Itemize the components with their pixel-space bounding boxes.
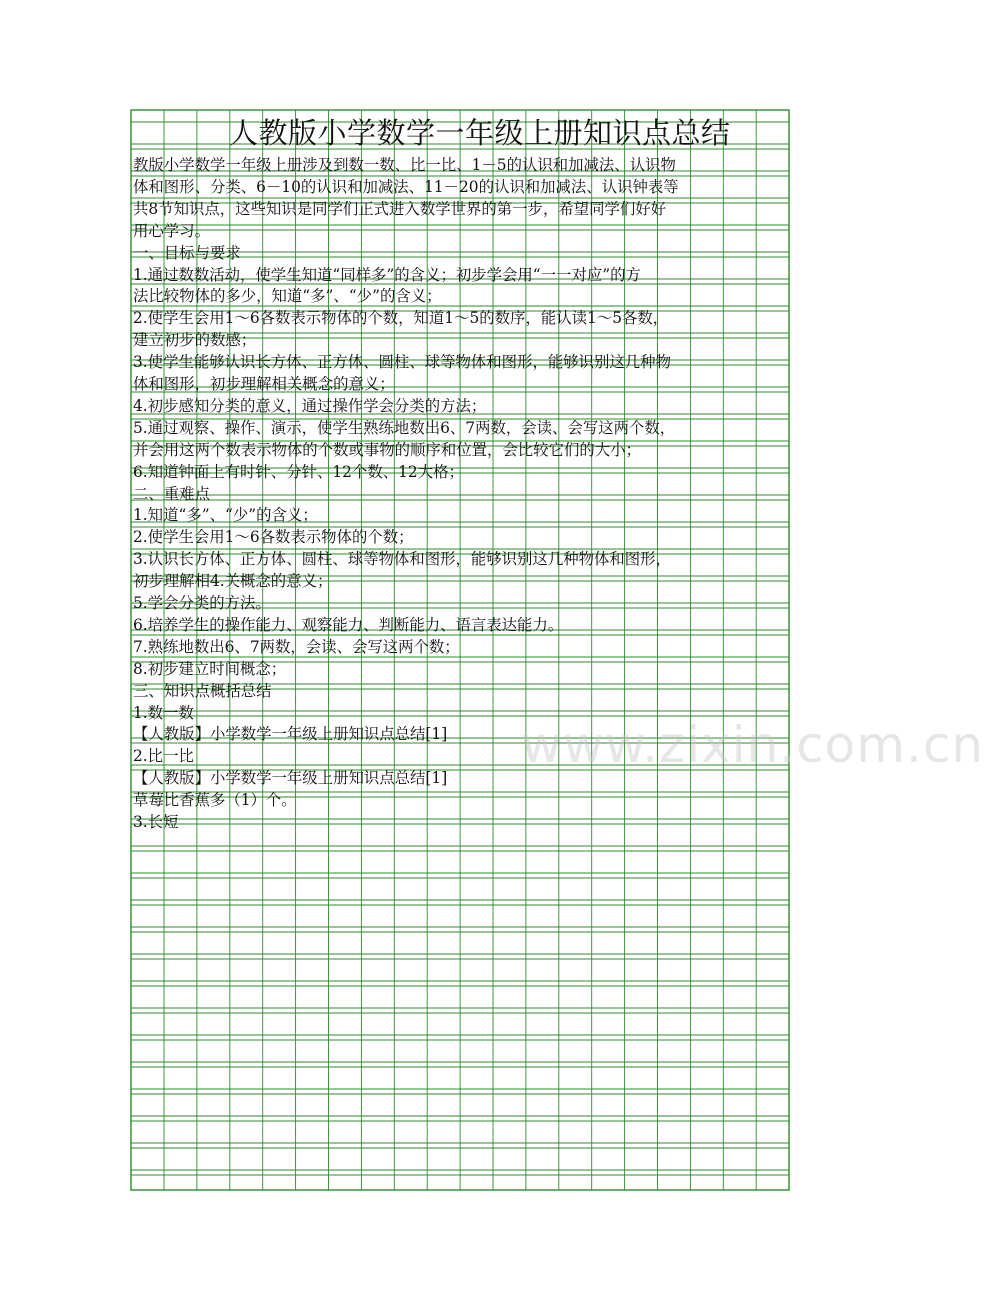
text-line: 6.知道钟面上有时针、分针、12个数、12大格； [133, 462, 464, 481]
text-line: 1.数一数 [133, 703, 194, 722]
text-line: 用心学习。 [133, 221, 210, 240]
watermark: www.zixin.com.cn [521, 716, 984, 774]
text-line: 8.初步建立时间概念； [133, 659, 287, 678]
page-title: 人教版小学数学一年级上册知识点总结 [229, 116, 731, 150]
text-line: 【人教版】小学数学一年级上册知识点总结[1] [133, 725, 448, 744]
text-line: 7.熟练地数出6、7两数，会读、会写这两个数； [133, 637, 460, 656]
text-line: 6.培养学生的操作能力、观察能力、判断能力、语言表达能力。 [133, 615, 564, 634]
text-line: 2.比一比 [133, 747, 194, 766]
text-line: 体和图形，初步理解相关概念的意义； [133, 375, 395, 393]
text-line: 一、目标与要求 [133, 243, 241, 262]
text-line: 4.初步感知分类的意义，通过操作学会分类的方法； [133, 396, 487, 415]
text-line: 1.通过数数活动，使学生知道“同样多”的含义；初步学会用“一一对应”的方 [133, 265, 641, 284]
text-line: 初步理解相4.关概念的意义； [133, 572, 333, 591]
text-line: 共8节知识点，这些知识是同学们正式进入数学世界的第一步，希望同学们好好 [133, 199, 667, 218]
text-line: 并会用这两个数表示物体的个数或事物的顺序和位置，会比较它们的大小； [133, 440, 641, 459]
text-line: 2.使学生会用1～6各数表示物体的个数，知道1～5的数序，能认读1～5各数， [133, 309, 669, 328]
text-line: 教版小学数学一年级上册涉及到数一数、比一比、1－5的认识和加减法、认识物 [133, 156, 676, 174]
text-line: 体和图形、分类、6－10的认识和加减法、11－20的认识和加减法、认识钟表等 [133, 177, 679, 196]
text-line: 3.认识长方体、正方体、圆柱、球等物体和图形，能够识别这几种物体和图形， [133, 550, 671, 569]
text-line: 草莓比香蕉多（1）个。 [133, 791, 297, 810]
text-line: 3.使学生能够认识长方体、正方体、圆柱、球等物体和图形，能够识别这几种物 [133, 353, 671, 372]
text-line: 【人教版】小学数学一年级上册知识点总结[1] [133, 769, 448, 788]
document-page [131, 110, 984, 1190]
text-line: 三、知识点概括总结 [133, 681, 272, 700]
text-line: 5.通过观察、操作、演示，使学生熟练地数出6、7两数，会读、会写这两个数， [133, 418, 676, 437]
text-line: 5.学会分类的方法。 [133, 594, 271, 612]
text-line: 二、重难点 [133, 484, 210, 503]
text-line: 法比较物体的多少，知道“多”、“少”的含义； [133, 287, 442, 306]
text-line: 1.知道“多”、“少”的含义； [133, 506, 318, 525]
text-line: 2.使学生会用1～6各数表示物体的个数； [133, 528, 414, 547]
text-line: 3.长短 [133, 813, 179, 831]
text-line: 建立初步的数感； [133, 331, 257, 350]
